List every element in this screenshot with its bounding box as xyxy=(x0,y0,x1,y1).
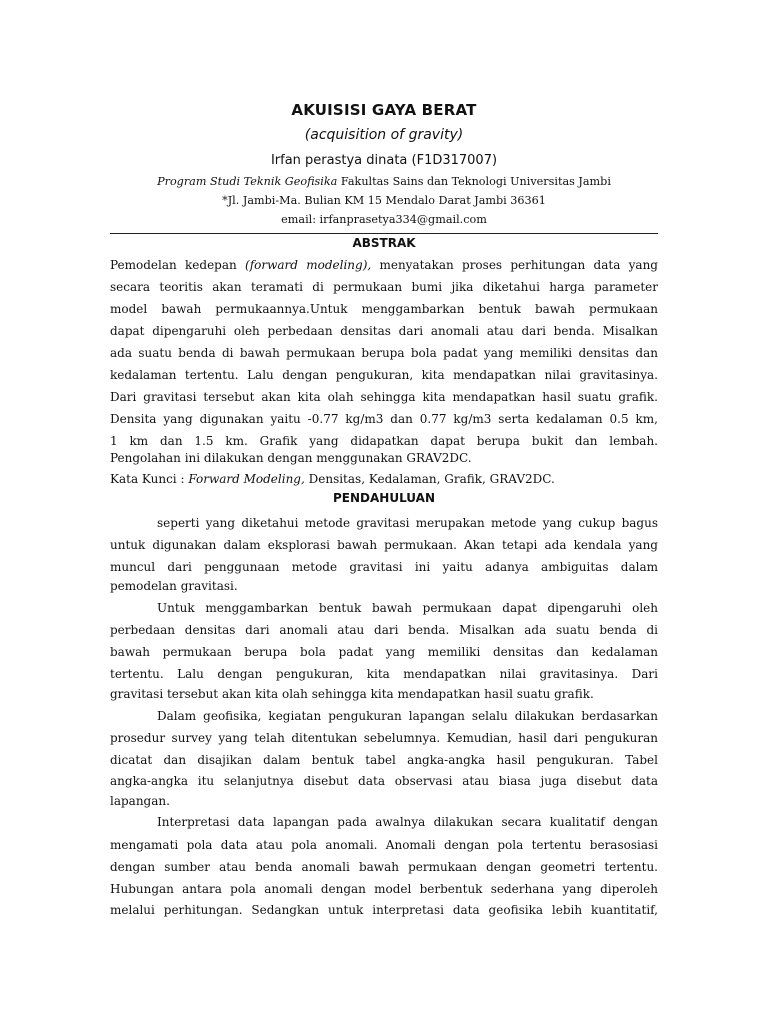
abstract-line: dapat dipengaruhi oleh perbedaan densitas dari anomali atau dari benda. Misalkan xyxy=(110,324,658,338)
body-line: Interpretasi data lapangan pada awalnya dilakukan secara kualitatif dengan xyxy=(157,815,658,829)
body-line: tertentu. Lalu dengan pengukuran, kita mendapatkan nilai gravitasinya. Dari xyxy=(110,667,658,681)
abstract-line: Pemodelan kedepan (forward modeling), menyatakan proses perhitungan data yang xyxy=(110,258,658,272)
body-line: lapangan. xyxy=(110,794,170,808)
abstract-line: kedalaman tertentu. Lalu dengan pengukuran, kita mendapatkan nilai gravitasinya. xyxy=(110,368,658,382)
body-line: Untuk menggambarkan bentuk bawah permukaan dapat dipengaruhi oleh xyxy=(157,601,658,615)
abstract-line: Densita yang digunakan yaitu -0.77 kg/m3 dan 0.77 kg/m3 serta kedalaman 0.5 km, xyxy=(110,412,658,426)
author-line: Irfan perastya dinata (F1D317007) xyxy=(270,153,498,168)
body-line: dicatat dan disajikan dalam bentuk tabel angka-angka hasil pengukuran. Tabel xyxy=(110,753,658,767)
body-line: prosedur survey yang telah ditentukan sebelumnya. Kemudian, hasil dari pengukuran xyxy=(110,731,658,745)
faculty-name: Fakultas Sains dan Teknologi Universitas Jambi xyxy=(340,175,611,188)
abstract-line: Pengolahan ini dilakukan dengan menggunakan GRAV2DC. xyxy=(110,451,472,465)
body-line: perbedaan densitas dari anomali atau dari benda. Misalkan ada suatu benda di xyxy=(110,623,658,637)
paper-subtitle: (acquisition of gravity) xyxy=(304,127,464,143)
email-line: email: irfanprasetya334@gmail.com xyxy=(281,213,487,226)
introduction-heading: PENDAHULUAN xyxy=(333,491,435,505)
body-line: Dalam geofisika, kegiatan pengukuran lapangan selalu dilakukan berdasarkan xyxy=(157,709,658,723)
abstract-line: ada suatu benda di bawah permukaan berupa bola padat yang memiliki densitas dan xyxy=(110,346,658,360)
abstract-line: Dari gravitasi tersebut akan kita olah sehingga kita mendapatkan hasil suatu grafik. xyxy=(110,390,658,404)
body-line: muncul dari penggunaan metode gravitasi ini yaitu adanya ambiguitas dalam xyxy=(110,560,658,574)
address-line: *Jl. Jambi-Ma. Bulian KM 15 Mendalo Darat Jambi 36361 xyxy=(222,194,546,207)
keywords-line: Kata Kunci : Forward Modeling, Densitas, Kedalaman, Grafik, GRAV2DC. xyxy=(110,472,555,486)
abstract-line: secara teoritis akan teramati di permukaan bumi jika diketahui harga parameter xyxy=(110,280,658,294)
body-line: untuk digunakan dalam eksplorasi bawah permukaan. Akan tetapi ada kendala yang xyxy=(110,538,658,552)
body-line: gravitasi tersebut akan kita olah sehingga kita mendapatkan hasil suatu grafik. xyxy=(110,687,594,701)
body-line: seperti yang diketahui metode gravitasi merupakan metode yang cukup bagus xyxy=(157,516,658,530)
header-divider xyxy=(110,233,658,234)
body-line: mengamati pola data atau pola anomali. Anomali dengan pola tertentu berasosiasi xyxy=(110,838,658,852)
abstract-heading: ABSTRAK xyxy=(352,236,416,250)
abstract-line: model bawah permukaannya.Untuk menggambarkan bentuk bawah permukaan xyxy=(110,302,658,316)
abstract-line: 1 km dan 1.5 km. Grafik yang didapatkan dapat berupa bukit dan lembah. xyxy=(110,434,658,448)
body-line: bawah permukaan berupa bola padat yang memiliki densitas dan kedalaman xyxy=(110,645,658,659)
program-name: Program Studi Teknik Geofisika xyxy=(157,175,338,188)
body-line: angka-angka itu selanjutnya disebut data observasi atau biasa juga disebut data xyxy=(110,774,658,788)
body-line: Hubungan antara pola anomali dengan model berbentuk sederhana yang diperoleh xyxy=(110,882,658,896)
paper-title: AKUISISI GAYA BERAT xyxy=(291,101,477,119)
body-line: pemodelan gravitasi. xyxy=(110,579,238,593)
affiliation-line xyxy=(0,175,768,188)
body-line: melalui perhitungan. Sedangkan untuk interpretasi data geofisika lebih kuantitatif, xyxy=(110,903,658,917)
body-line: dengan sumber atau benda anomali bawah permukaan dengan geometri tertentu. xyxy=(110,860,658,874)
